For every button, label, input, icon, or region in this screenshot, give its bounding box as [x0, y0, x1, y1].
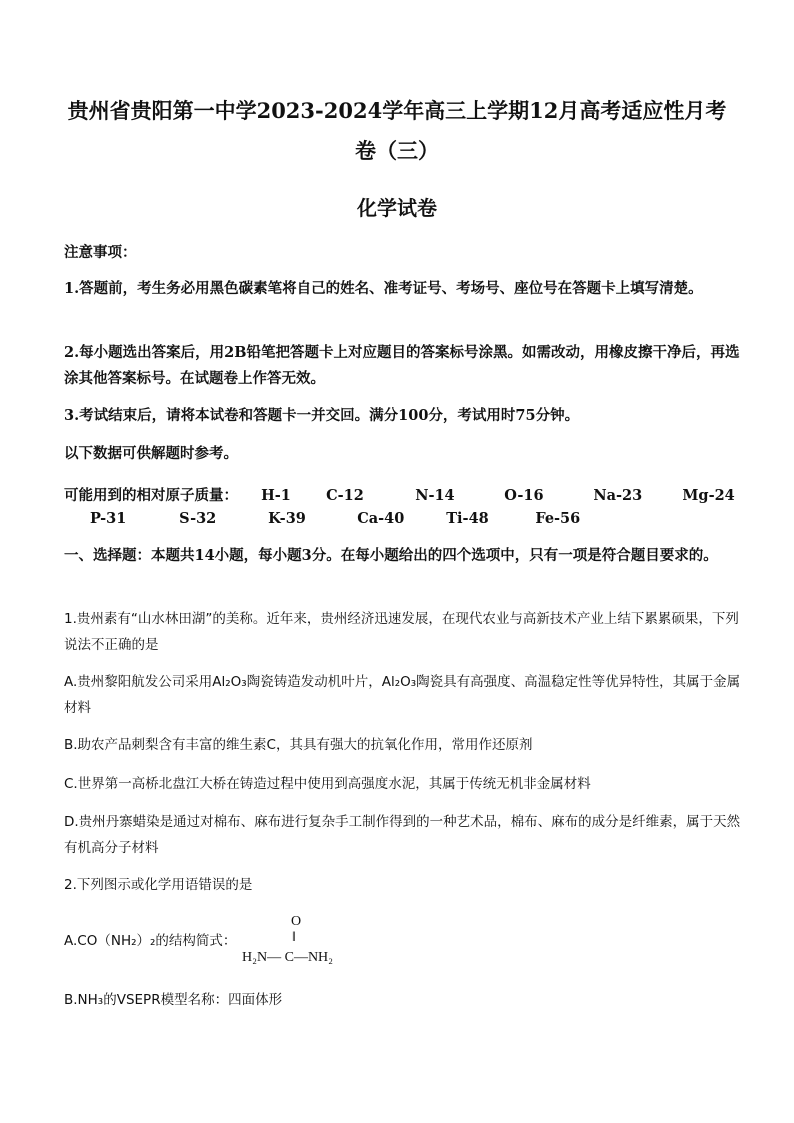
masses-label: 可能用到的相对原子质量： [64, 487, 238, 504]
structure-formula: H₂N— C—NH₂ [242, 950, 334, 965]
mass-item: P-31 [90, 510, 127, 527]
mass-item: Na-23 [593, 487, 643, 504]
question-1-option-c: C.世界第一高桥北盘江大桥在铸造过程中使用到高强度水泥，其属于传统无机非金属材料 [64, 776, 591, 792]
notes-heading: 注意事项： [64, 244, 137, 261]
question-1-option-b: B.助农产品刺梨含有丰富的维生素C，其具有强大的抗氧化作用，常用作还原剂 [64, 737, 533, 753]
data-hint: 以下数据可供解题时参考。 [64, 445, 238, 462]
note-1: 1.答题前，考生务必用黑色碳素笔将自己的姓名、准考证号、考场号、座位号在答题卡上填写清楚。 [64, 280, 703, 297]
question-2-option-a-label: A.CO（NH₂）₂的结构简式： [64, 933, 237, 949]
question-1-option-d: D.贵州丹寨蜡染是通过对棉布、麻布进行复杂手工制作得到的一种艺术品，棉布、麻布的成分是纤维素，属于天然有机高分子材料 [64, 814, 741, 856]
mass-item: O-16 [504, 487, 544, 504]
mass-item: H-1 [261, 487, 291, 504]
masses-row-1 [64, 484, 742, 505]
exam-subject: 化学试卷 [357, 196, 437, 220]
mass-item: S-32 [179, 510, 217, 527]
question-1-option-a: A.贵州黎阳航发公司采用Al₂O₃陶瓷铸造发动机叶片，Al₂O₃陶瓷具有高强度、高温稳定性等优异特性，其属于金属材料 [64, 674, 741, 716]
exam-title-line1: 贵州省贵阳第一中学2023-2024学年高三上学期12月高考适应性月考 [67, 98, 727, 123]
mass-item: C-12 [326, 487, 364, 504]
note-3: 3.考试结束后，请将本试卷和答题卡一并交回。满分100分，考试用时75分钟。 [64, 407, 580, 424]
mass-item: Ti-48 [446, 510, 489, 527]
mass-item: Fe-56 [535, 510, 581, 527]
question-1-stem: 1.贵州素有“山水林田湖”的美称。近年来，贵州经济迅速发展，在现代农业与高新技术产业上结下累累硕果，下列说法不正确的是 [64, 611, 739, 653]
mass-item: N-14 [415, 487, 455, 504]
structure-double-bond: ‖ [292, 930, 296, 945]
masses-row-2 [90, 510, 595, 527]
question-2-stem: 2.下列图示或化学用语错误的是 [64, 877, 253, 893]
mass-item: K-39 [268, 510, 306, 527]
question-2-option-b: B.NH₃的VSEPR模型名称：四面体形 [64, 992, 283, 1008]
mass-item: Ca-40 [357, 510, 405, 527]
structure-oxygen: O [291, 914, 302, 929]
mass-item: Mg-24 [682, 487, 735, 504]
note-2: 2.每小题选出答案后，用2B铅笔把答题卡上对应题目的答案标号涂黑。如需改动，用橡皮擦干净后，再选涂其他答案标号。在试题卷上作答无效。 [64, 344, 740, 387]
exam-title-line2: 卷（三） [355, 138, 439, 163]
section-1-heading: 一、选择题：本题共14小题，每小题3分。在每小题给出的四个选项中，只有一项是符合题目要求的。 [64, 547, 718, 564]
